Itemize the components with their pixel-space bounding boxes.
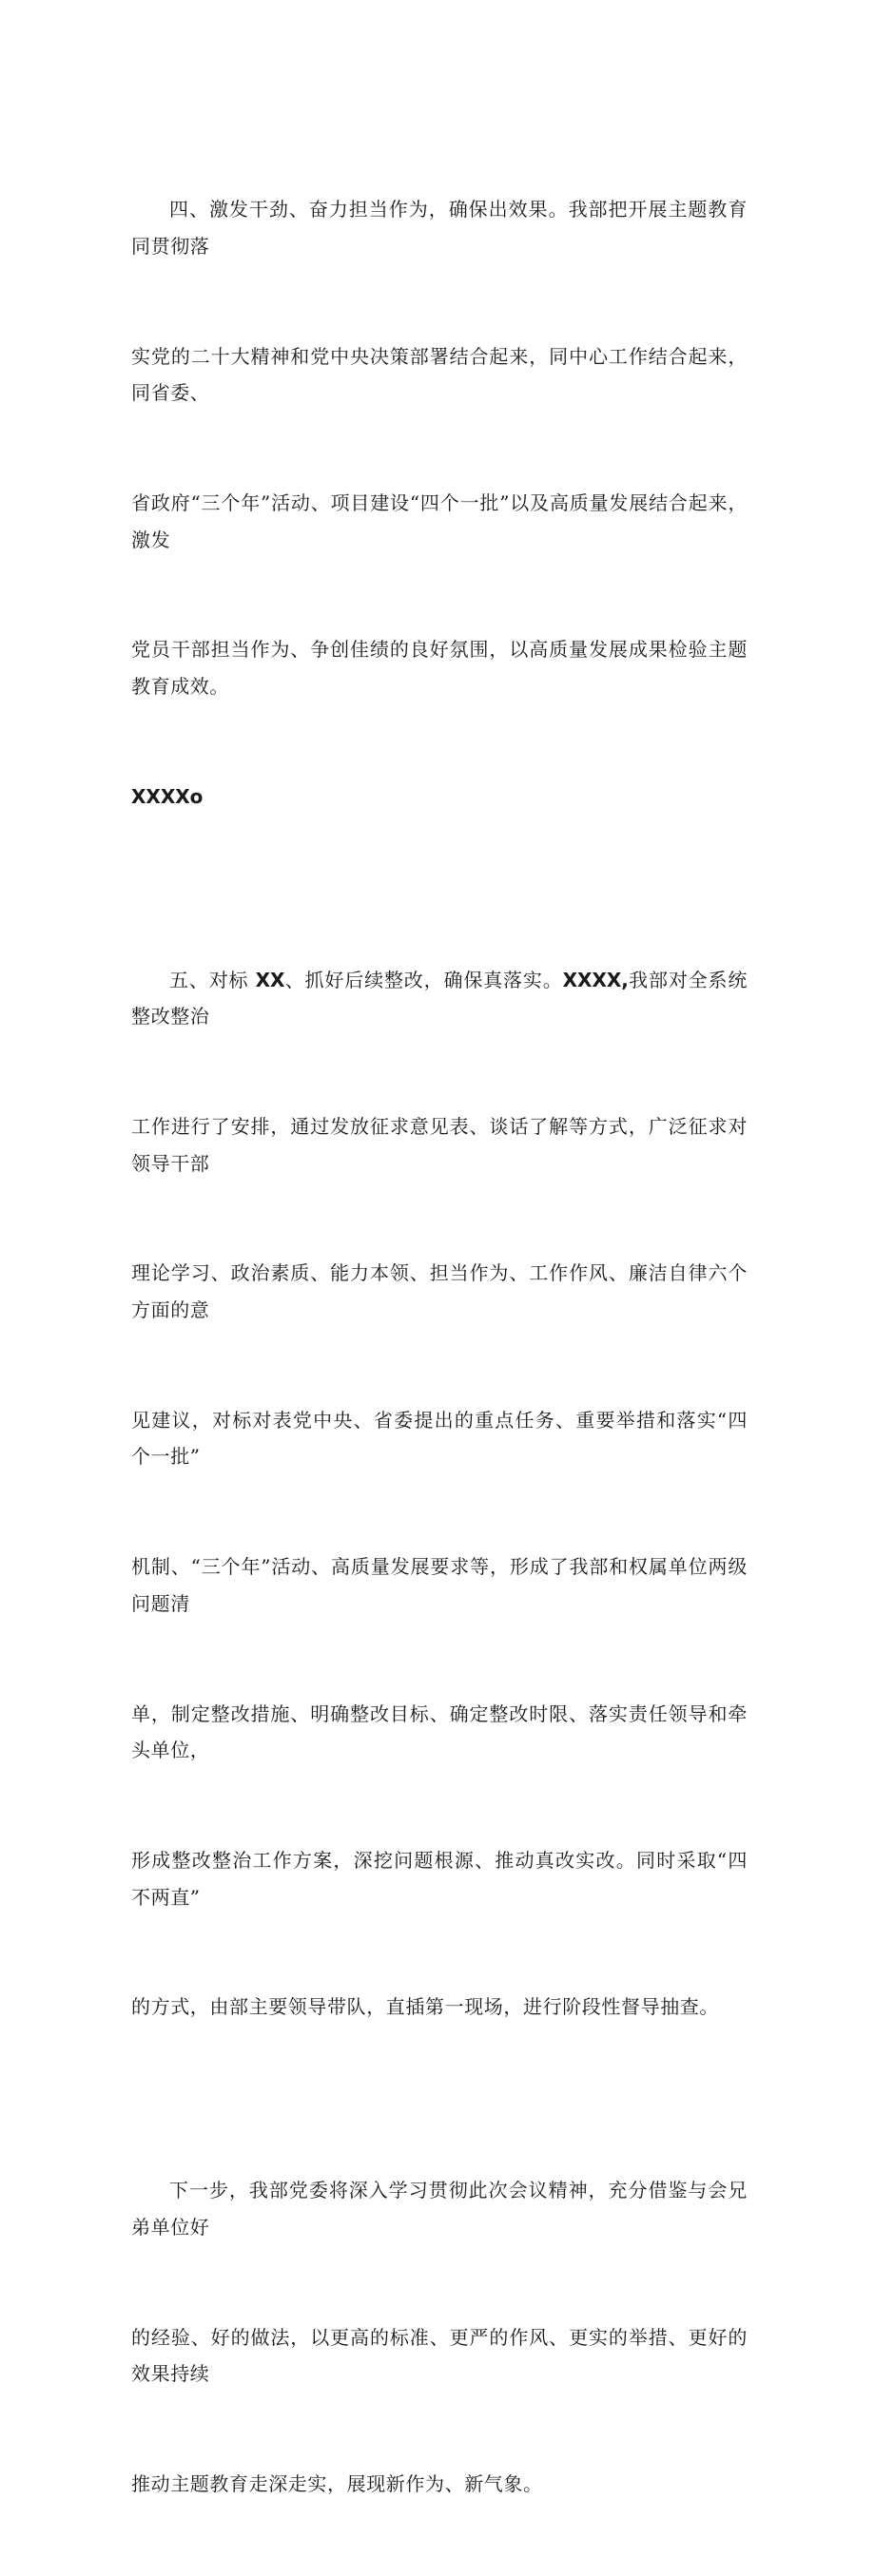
paragraph-line: 实党的二十大精神和党中央决策部署结合起来，同中心工作结合起来，同省委、	[131, 344, 748, 405]
paragraph-line	[131, 962, 748, 1035]
paragraph-line: 下一步，我部党委将深入学习贯彻此次会议精神，充分借鉴与会兄弟单位好	[131, 2179, 748, 2239]
text-segment: 五、对标	[169, 968, 256, 991]
paragraph-next-steps	[131, 2099, 748, 2576]
paragraph-section-five	[131, 888, 748, 2099]
paragraph-line: 的经验、好的做法，以更高的标准、更严的作风、更实的举措、更好的效果持续	[131, 2325, 748, 2386]
paragraph-line: 单，制定整改措施、明确整改目标、确定整改时限、落实责任领导和牵头单位，	[131, 1701, 748, 1762]
placeholder-text: XXXX,	[562, 968, 629, 991]
text-segment: 我部对全系统整改整治	[131, 968, 748, 1028]
paragraph-line: 推动主题教育走深走实，展现新作为、新气象。	[131, 2472, 543, 2495]
paragraph-line: 工作进行了安排，通过发放征求意见表、谈话了解等方式，广泛征求对领导干部	[131, 1115, 748, 1175]
placeholder-text: XX	[255, 968, 285, 991]
paragraph-line: 机制、“三个年”活动、高质量发展要求等，形成了我部和权属单位两级问题清	[131, 1555, 748, 1615]
text-segment: 、抓好后续整改，确保真落实。	[284, 968, 563, 991]
paragraph-line: 省政府“三个年”活动、项目建设“四个一批”以及高质量发展结合起来，激发	[131, 490, 748, 551]
paragraph-line: 党员干部担当作为、争创佳绩的良好氛围，以高质量发展成果检验主题教育成效。	[131, 638, 748, 698]
placeholder-text: XXXXo	[131, 784, 204, 808]
paragraph-line: 理论学习、政治素质、能力本领、担当作为、工作作风、廉洁自律六个方面的意	[131, 1261, 748, 1321]
paragraph-line: 的方式，由部主要领导带队，直插第一现场，进行阶段性督导抽查。	[131, 1995, 719, 2019]
document-body	[131, 118, 748, 2576]
paragraph-line: 见建议，对标对表党中央、省委提出的重点任务、重要举措和落实“四个一批”	[131, 1408, 748, 1469]
paragraph-line: 形成整改整治工作方案，深挖问题根源、推动真改实改。同时采取“四不两直”	[131, 1848, 748, 1909]
paragraph-line: 四、激发干劲、奋力担当作为，确保出效果。我部把开展主题教育同贯彻落	[131, 198, 748, 258]
paragraph-section-four	[131, 118, 748, 888]
